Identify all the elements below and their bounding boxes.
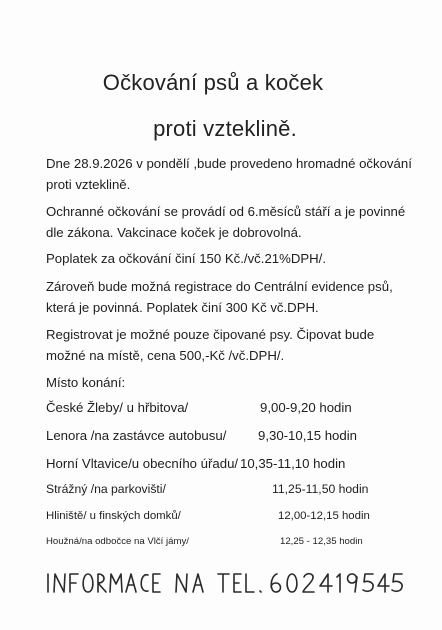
paragraph-registration: Zároveň bude možná registrace do Centrální evidence psů, která je povinná. Poplatek činí 300 Kč vč.DPH. [46,279,393,315]
document-title: Očkování psů a koček [102,70,324,95]
location-place: Hliniště/ u finských domků/ [46,510,181,522]
paragraph-chipping: Registrovat je možné pouze čipované psy. Čipovat bude možné na místě, cena 500,-Kč /vč.DPH/. [46,327,375,363]
location-place: Strážný /na parkovišti/ [46,482,166,496]
location-row [46,482,396,502]
location-place: České Žleby/ u hřbitova/ [46,400,189,415]
document-subtitle: proti vzteklině. [153,116,297,141]
location-time: 9,00-9,20 hodin [260,400,352,415]
location-row [46,536,396,556]
handwritten-note-drawing [0,566,442,600]
location-row [46,510,396,530]
location-row [46,428,396,448]
location-place: Lenora /na zastávce autobusu/ [46,428,227,443]
paragraph-vaccination-rules: Ochranné očkování se provádí od 6.měsíců stáří a je povinné dle zákona. Vakcinace koček je dobrovolná. [46,204,406,240]
location-time: 12,00-12,15 hodin [278,510,370,522]
location-time: 12,25 - 12,35 hodin [280,536,363,547]
location-place: Horní Vltavice/u obecního úřadu/ [46,456,239,471]
location-row [46,456,396,476]
location-time: 11,25-11,50 hodin [272,482,369,496]
location-row [46,400,396,420]
handwritten-phone-note [0,566,442,600]
paragraph-fee: Poplatek za očkování činí 150 Kč./vč.21%DPH/. [46,251,327,266]
location-place: Houžná/na odbočce na Vlčí jámy/ [46,536,189,547]
location-heading: Místo konání: [46,375,126,390]
location-time: 10,35-11,10 hodin [240,456,346,471]
location-time: 9,30-10,15 hodin [258,428,357,443]
paragraph-date: Dne 28.9.2026 v pondělí ,bude provedeno hromadné očkování proti vzteklině. [46,156,412,192]
